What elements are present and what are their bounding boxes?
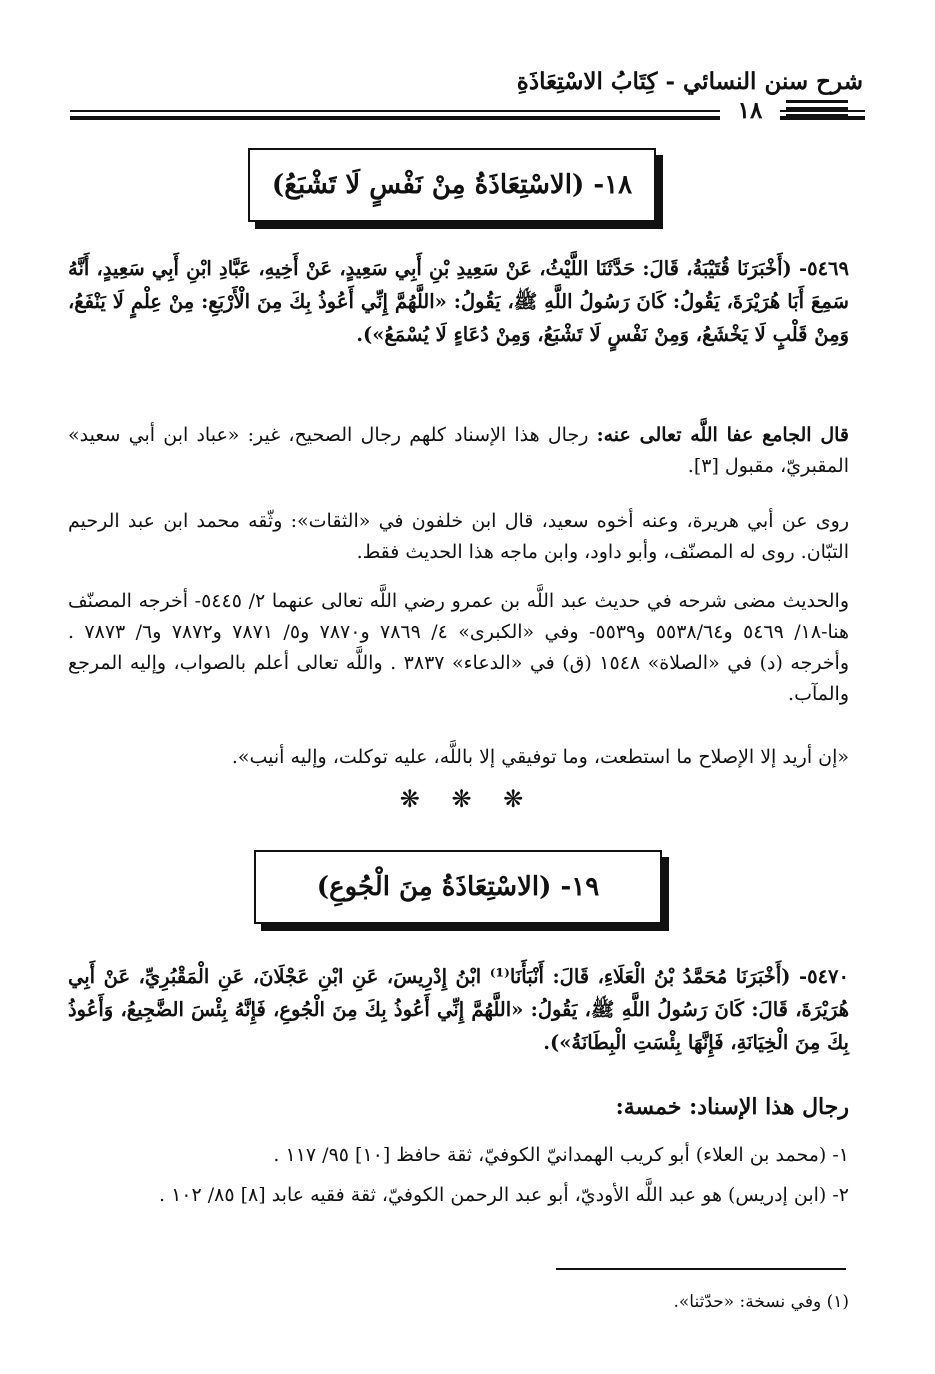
closing-supplication: «إن أريد إلا الإصلاح ما استطعت، وما توفيقي إلا باللَّه، عليه توكلت، وإليه أنيب». <box>231 746 849 768</box>
page-number: ١٨ <box>737 97 763 124</box>
commentary-text: رجال هذا الإسناد كلهم رجال الصحيح، غير: «عباد ابن أبي سعيد» المقبريّ، مقبول [٣]. <box>68 424 849 477</box>
hadith-5470: ٥٤٧٠- (أَخْبَرَنَا مُحَمَّدُ بْنُ الْعَلَاءِ، قَالَ: أَنْبَأَنَا⁽¹⁾ ابْنُ إِدْرِيسَ، عَنِ ابْنِ عَجْلَانَ، عَنِ الْمَقْبُرِيِّ، عَنْ أَبِي هُرَيْرَةَ، قَالَ: كَانَ رَسُولُ اللَّهِ ﷺ، يَقُولُ: «اللَّهُمَّ إِنِّي أَعُوذُ بِكَ مِنَ الْجُوعِ، فَإِنَّهُ بِئْسَ الضَّجِيعُ، وَأَعُوذُ بِكَ مِنَ الْخِيَانَةِ، فَإِنَّهَا بِئْسَتِ الْبِطَانَةُ»). <box>68 965 849 1054</box>
takhrij-paragraph: والحديث مضى شرحه في حديث عبد اللَّه بن عمرو رضي اللَّه تعالى عنهما ٢/ ٥٤٤٥- أخرجه المصنّف هنا-١٨/ ٥٤٦٩ و٥٥٣٨/٦٤ و٥٥٣٩- وفي «الكبرى» ٤/ ٧٨٦٩ و٧٨٧٠ و٥/ ٧٨٧١ و٧٨٧٢ و٦/ ٧٨٧٣ . وأخرجه (د) في «الصلاة» ١٥٤٨ (ق) في «الدعاء» ٣٨٣٧ . واللَّه تعالى أعلم بالصواب، وإليه المرجع والمآب. <box>68 590 850 705</box>
section-separator: ❋ ❋ ❋ <box>399 785 536 813</box>
footnote: (١) وفي نسخة: «حدّثنا». <box>673 1292 849 1312</box>
commentary-lead: قال الجامع عفا اللَّه تعالى عنه: <box>596 424 849 446</box>
running-header-title: شرح سنن النسائي - كِتَابُ الاسْتِعَاذَةِ <box>516 68 863 95</box>
narrator-note-paragraph: روى عن أبي هريرة، وعنه أخوه سعيد، قال ابن خلفون في «الثقات»: وثّقه محمد ابن عبد الرحيم التبّان. روى له المصنّف، وأبو داود، وابن ماجه هذا الحديث فقط. <box>68 510 849 563</box>
narrators-heading: رجال هذا الإسناد: خمسة: <box>615 1094 849 1120</box>
footnote-rule <box>556 1268 846 1270</box>
page-number-ornament <box>786 100 848 120</box>
chapter-heading-18: ١٨- (الاسْتِعَاذَةُ مِنْ نَفْسٍ لَا تَشْبَعُ) <box>248 148 656 222</box>
page-number-box <box>720 96 780 126</box>
narrator-2: ٢- (ابن إدريس) هو عبد اللَّه الأوديّ، أبو عبد الرحمن الكوفيّ، ثقة فقيه عابد [٨] ٨٥/ ١٠٢ . <box>158 1184 849 1206</box>
chapter-heading-19: ١٩- (الاسْتِعَاذَةُ مِنَ الْجُوعِ) <box>254 850 662 924</box>
hadith-5469: ٥٤٦٩- (أَخْبَرَنَا قُتَيْبَةُ، قَالَ: حَدَّثَنَا اللَّيْثُ، عَنْ سَعِيدِ بْنِ أَبِي سَعِيدٍ، عَنْ أَخِيهِ، عَبَّادِ ابْنِ أَبِي سَعِيدٍ، أَنَّهُ سَمِعَ أَبَا هُرَيْرَةَ، يَقُولُ: كَانَ رَسُولُ اللَّهِ ﷺ، يَقُولُ: «اللَّهُمَّ إِنِّي أَعُوذُ بِكَ مِنَ الْأَرْبَعِ: مِنْ عِلْمٍ لَا يَنْفَعُ، وَمِنْ قَلْبٍ لَا يَخْشَعُ، وَمِنْ نَفْسٍ لَا تَشْبَعُ، وَمِنْ دُعَاءٍ لَا يُسْمَعُ»). <box>68 257 849 346</box>
commentary-paragraph <box>68 420 849 482</box>
narrator-1: ١- (محمد بن العلاء) أبو كريب الهمدانيّ الكوفيّ، ثقة حافظ [١٠] ٩٥/ ١١٧ . <box>273 1144 849 1166</box>
